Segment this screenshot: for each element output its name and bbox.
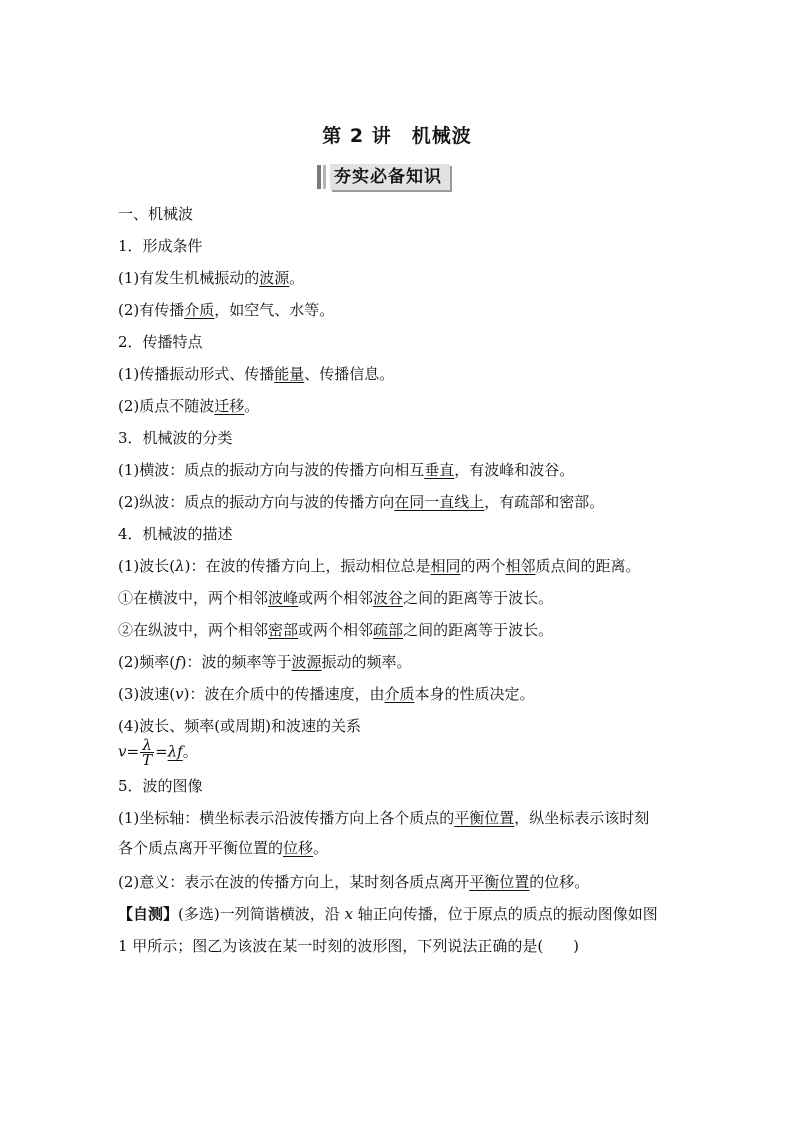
content-line bbox=[118, 652, 412, 672]
line-text: λ bbox=[175, 557, 185, 575]
section-banner bbox=[317, 164, 450, 190]
coord-text-b: ，纵坐标表示该时刻 bbox=[514, 809, 650, 827]
content-line bbox=[118, 236, 203, 256]
underlined-term: 垂直 bbox=[424, 461, 455, 479]
line-text: 或两个相邻 bbox=[298, 589, 374, 607]
line-text: 4．机械波的描述 bbox=[118, 525, 233, 543]
line-text: ，有疏部和密部。 bbox=[484, 493, 605, 511]
content-line bbox=[118, 332, 203, 352]
line-text: 或两个相邻 bbox=[298, 621, 374, 639]
banner-bar-dark bbox=[317, 165, 321, 189]
content-line bbox=[118, 872, 589, 892]
content-line bbox=[118, 460, 574, 480]
line-text: )：在波的传播方向上，振动相位总是 bbox=[184, 557, 431, 575]
coord-text-c: 各个质点离开平衡位置的 bbox=[118, 839, 284, 857]
section-5-heading: 5．波的图像 bbox=[118, 777, 203, 795]
line-text: 。 bbox=[244, 397, 260, 415]
content-line bbox=[118, 588, 553, 608]
underlined-term: 迁移 bbox=[214, 397, 245, 415]
line-text: )：波在介质中的传播速度，由 bbox=[183, 685, 385, 703]
line-text: (2)有传播 bbox=[118, 301, 185, 319]
banner-label: 夯实必备知识 bbox=[330, 164, 450, 190]
content-line bbox=[118, 428, 233, 448]
quiz-text-1: (多选)一列简谐横波，沿 x 轴正向传播，位于原点的质点的振动图像如图 bbox=[178, 905, 658, 923]
coord-line-1 bbox=[118, 808, 649, 828]
line-text: 质点间的距离。 bbox=[535, 557, 641, 575]
line-text: 一、机械波 bbox=[118, 205, 194, 223]
quiz-line-2: 1 甲所示；图乙为该波在某一时刻的波形图，下列说法正确的是( ) bbox=[118, 937, 580, 955]
line-text: v bbox=[175, 685, 184, 703]
formula-eq: = bbox=[126, 742, 140, 761]
underlined-term: 在同一直线上 bbox=[394, 493, 485, 511]
line-text: 的位移。 bbox=[529, 873, 590, 891]
line-text: (1)横波：质点的振动方向与波的传播方向相互 bbox=[118, 461, 425, 479]
line-text: f bbox=[175, 653, 181, 671]
underlined-term: 波源 bbox=[291, 653, 322, 671]
coord-text-d: 。 bbox=[313, 839, 329, 857]
underlined-term: 波谷 bbox=[373, 589, 404, 607]
line-text: (2)纵波：质点的振动方向与波的传播方向 bbox=[118, 493, 395, 511]
line-text: 2．传播特点 bbox=[118, 333, 203, 351]
underlined-term: 相同 bbox=[430, 557, 461, 575]
line-text: 的两个 bbox=[460, 557, 506, 575]
coord-text-a: (1)坐标轴：横坐标表示沿波传播方向上各个质点的 bbox=[118, 809, 455, 827]
line-text: ，如空气、水等。 bbox=[214, 301, 335, 319]
line-text: 。 bbox=[289, 269, 305, 287]
line-text: 振动的频率。 bbox=[321, 653, 412, 671]
content-line bbox=[118, 556, 641, 576]
quiz-tag: 【自测】 bbox=[118, 905, 179, 923]
line-text: (4)波长、频率(或周期)和波速的关系 bbox=[118, 717, 361, 735]
line-text: 、传播信息。 bbox=[304, 365, 395, 383]
coord-line-2 bbox=[118, 838, 328, 858]
line-text: )：波的频率等于 bbox=[180, 653, 292, 671]
content-line bbox=[118, 684, 534, 704]
formula-rhs: λf bbox=[167, 742, 183, 761]
formula-denominator: T bbox=[142, 751, 153, 769]
underlined-term: 能量 bbox=[274, 365, 305, 383]
underlined-term: 平衡位置 bbox=[469, 873, 530, 891]
page-title: 第 2 讲 机械波 bbox=[322, 125, 472, 147]
formula-eq2: = bbox=[155, 742, 168, 761]
line-text: (1)波长( bbox=[118, 557, 176, 575]
line-text: (1)有发生机械振动的 bbox=[118, 269, 260, 287]
coord-underline-1: 平衡位置 bbox=[454, 809, 515, 827]
line-text: ②在纵波中，两个相邻 bbox=[118, 621, 269, 639]
content-line bbox=[118, 620, 553, 640]
underlined-term: 相邻 bbox=[505, 557, 536, 575]
line-text: 3．机械波的分类 bbox=[118, 429, 233, 447]
underlined-term: 疏部 bbox=[373, 621, 404, 639]
banner-bar-light bbox=[323, 165, 326, 189]
line-text: (2)意义：表示在波的传播方向上，某时刻各质点离开 bbox=[118, 873, 470, 891]
content-line bbox=[118, 204, 193, 224]
formula-fraction bbox=[140, 738, 154, 767]
coord-underline-2: 位移 bbox=[283, 839, 314, 857]
content-line bbox=[118, 524, 233, 544]
line-text: (2)质点不随波 bbox=[118, 397, 215, 415]
formula-line bbox=[118, 738, 198, 767]
line-text: ，有波峰和波谷。 bbox=[454, 461, 575, 479]
line-text: (1)传播振动形式、传播 bbox=[118, 365, 275, 383]
underlined-term: 波源 bbox=[259, 269, 290, 287]
content-line bbox=[118, 268, 304, 288]
line-text: (2)频率( bbox=[118, 653, 176, 671]
content-line bbox=[118, 716, 361, 736]
formula-end: 。 bbox=[182, 742, 198, 761]
underlined-term: 密部 bbox=[268, 621, 299, 639]
underlined-term: 介质 bbox=[184, 301, 215, 319]
underlined-term: 介质 bbox=[384, 685, 415, 703]
content-line bbox=[118, 300, 334, 320]
line-text: 之间的距离等于波长。 bbox=[403, 589, 554, 607]
line-text: 本身的性质决定。 bbox=[414, 685, 535, 703]
formula-numerator: λ bbox=[140, 738, 154, 753]
content-line bbox=[118, 492, 604, 512]
line-text: ①在横波中，两个相邻 bbox=[118, 589, 269, 607]
content-line bbox=[118, 396, 259, 416]
content-line bbox=[118, 364, 394, 384]
quiz-line-1 bbox=[118, 904, 658, 924]
line-text: 之间的距离等于波长。 bbox=[403, 621, 554, 639]
underlined-term: 波峰 bbox=[268, 589, 299, 607]
line-text: 1．形成条件 bbox=[118, 237, 203, 255]
formula-lhs: v bbox=[118, 742, 127, 761]
line-text: (3)波速( bbox=[118, 685, 176, 703]
